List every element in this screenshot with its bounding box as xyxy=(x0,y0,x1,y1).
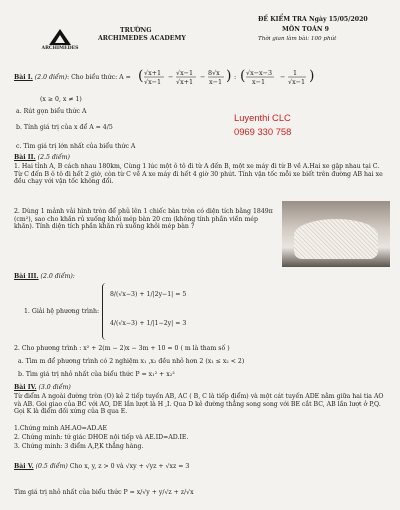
svg-text:√x−1: √x−1 xyxy=(288,78,306,86)
bai4-question-3: 3. Chứng minh: 3 điểm A,P,K thẳng hàng. xyxy=(14,443,144,450)
svg-text:x−1: x−1 xyxy=(252,78,266,86)
bai3-part-b: b. Tìm giá trị nhỏ nhất của biểu thức P = x₁² + x₂² xyxy=(18,371,175,378)
svg-text:√x+1: √x+1 xyxy=(176,78,194,86)
bai3-heading: Bài III. (2.0 điểm): xyxy=(14,273,75,280)
svg-text:(: ( xyxy=(138,68,144,84)
logo-triangle-icon xyxy=(48,28,72,46)
school-line1: TRƯỜNG xyxy=(120,27,152,34)
svg-text:x−1: x−1 xyxy=(209,78,223,86)
bai1-expression xyxy=(138,67,393,89)
bai1-part-b: b. Tính giá trị của x để A = 4/5 xyxy=(16,124,113,131)
exam-title: ĐỀ KIỂM TRA Ngày 15/05/2020 xyxy=(258,16,368,23)
bai4-heading: Bài IV. (3.0 điểm) xyxy=(14,384,71,391)
bai3-system-label: 1. Giải hệ phương trình: xyxy=(24,308,100,315)
bai3-problem-2: 2. Cho phương trình : x² + 2(m − 2)x − 3m + 10 = 0 ( m là tham số ) xyxy=(14,345,230,352)
table-photo xyxy=(282,201,390,267)
tablecloth-shape xyxy=(294,219,378,259)
svg-text:): ) xyxy=(309,68,315,84)
svg-text:−: − xyxy=(168,73,174,81)
bai2-problem-1: 1. Hai tỉnh A, B cách nhau 180km, Cùng 1 lúc một ô tô đi từ A đến B, một xe máy đi từ B về A.Hai xe gặp nhau tại C. Từ C đến B ô tô đi hết 2 giờ, còn từ C về A xe máy đi hết 4 giờ 30 phút. Tính vận tốc mỗi xe biết trên đường AB hai xe đều chạy với vận tốc không đổi. xyxy=(14,163,383,186)
system-brace xyxy=(102,283,108,340)
bai3-part-a: a. Tìm m để phương trình có 2 nghiệm x₁ ,x₂ đều nhỏ hơn 2 (x₁ ≤ x₂ < 2) xyxy=(18,358,245,365)
watermark-phone: 0969 330 758 xyxy=(234,126,292,137)
bai1-heading: Bài I. (2.0 điểm): Cho biểu thức: A = xyxy=(14,74,131,81)
logo-text: ARCHIMEDES xyxy=(41,46,79,51)
bai3-equation-2: 4/(√x−3) + 1/|1−2y| = 3 xyxy=(110,320,187,327)
svg-text:−: − xyxy=(200,73,206,81)
bai1-part-a: a. Rút gọn biểu thức A xyxy=(16,108,87,115)
bai1-expression-graphic xyxy=(138,67,393,89)
bai1-part-c: c. Tìm giá trị lớn nhất của biểu thức A xyxy=(16,143,136,150)
bai2-problem-2: 2. Dùng 1 mảnh vải hình tròn để phủ lên 1 chiếc bàn tròn có diện tích bằng 1849π (cm²), sao cho khăn rủ xuống khỏi mép bàn 20 cm (không tính phần viền mép khăn). Tính diện tích phần khăn rủ xuống khỏi mép bàn ? xyxy=(14,208,273,231)
svg-text:−: − xyxy=(280,73,286,81)
school-line2: ARCHIMEDES ACADEMY xyxy=(98,35,186,42)
bai2-heading: Bài II. (2.5 điểm) xyxy=(14,154,70,161)
svg-text:√x+1: √x+1 xyxy=(144,69,162,77)
bai1-condition: (x ≥ 0, x ≠ 1) xyxy=(40,96,82,103)
svg-text:): ) xyxy=(226,68,232,84)
bai5-heading: Bài V. (0.5 điểm) Cho x, y, z > 0 và √xy + √yz + √xz = 3 xyxy=(14,463,190,470)
svg-text:√x−1: √x−1 xyxy=(176,69,194,77)
bai5-question: Tìm giá trị nhỏ nhất của biểu thức P = x/√y + y/√z + z/√x xyxy=(14,489,194,496)
bai4-question-2: 2. Chứng minh: tứ giác DHOE nội tiếp và AE.ID=AD.IE. xyxy=(14,434,189,441)
bai3-equation-1: 8/(√x−3) + 1/|2y−1| = 5 xyxy=(110,291,187,298)
svg-text:8√x: 8√x xyxy=(208,69,220,77)
bai4-intro: Từ điểm A ngoài đường tròn (O) kẻ 2 tiếp tuyến AB, AC ( B, C là tiếp điểm) và một cát tuyến ADE nằm giữa hai tia AO và AB. Gọi giao của BC với AO, DE lần lượt là H ,I. Qua D kẻ đường thẳng song song với BE cắt BC, AB lần lượt ở P,Q. Gọi K là điểm đối xứng của B qua E. xyxy=(14,393,384,416)
exam-time: Thời gian làm bài: 100 phút xyxy=(258,36,337,42)
watermark-name: Luyenthi CLC xyxy=(234,112,291,123)
svg-text:(: ( xyxy=(240,68,246,84)
svg-text:√x−1: √x−1 xyxy=(144,78,162,86)
school-logo xyxy=(30,28,90,56)
svg-text:√x−x−3: √x−x−3 xyxy=(246,69,273,77)
exam-subject: MÔN TOÁN 9 xyxy=(282,26,329,33)
svg-text::: : xyxy=(234,73,237,81)
svg-text:1: 1 xyxy=(293,69,298,77)
bai4-question-1: 1.Chứng minh AH.AO=AD.AE xyxy=(14,425,108,432)
